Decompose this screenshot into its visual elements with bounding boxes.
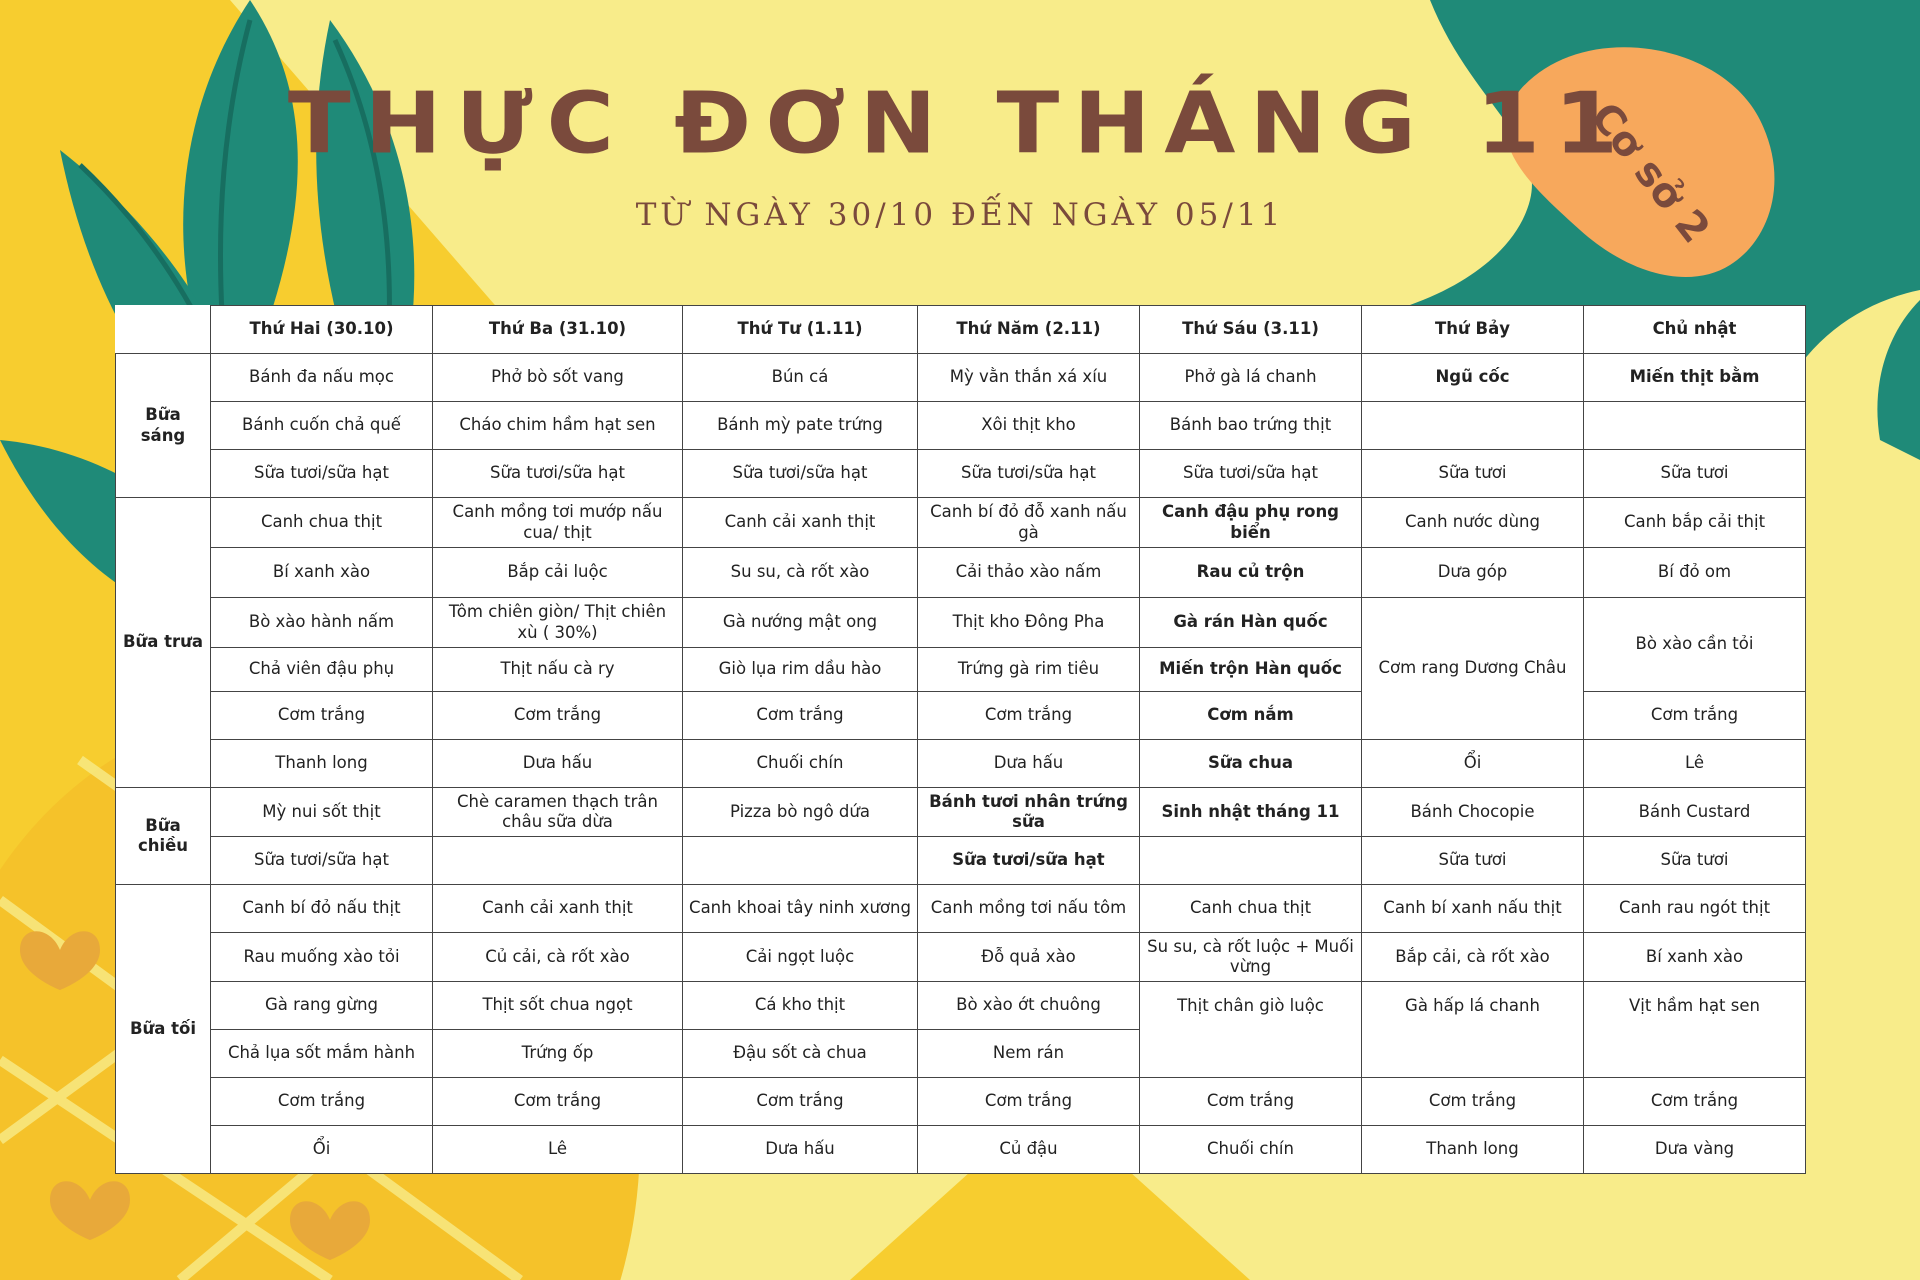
menu-cell: Bánh mỳ pate trứng <box>683 402 918 450</box>
menu-cell: Cơm trắng <box>433 692 683 740</box>
menu-cell: Thịt chân giò luộc <box>1140 982 1362 1078</box>
table-row <box>116 598 1806 648</box>
menu-cell: Miến thịt bằm <box>1584 354 1806 402</box>
menu-cell: Canh khoai tây ninh xương <box>683 885 918 933</box>
menu-cell: Cơm trắng <box>918 1078 1140 1126</box>
menu-cell: Cơm trắng <box>433 1078 683 1126</box>
menu-cell: Canh bắp cải thịt <box>1584 498 1806 548</box>
table-row <box>116 885 1806 933</box>
menu-cell: Cải ngọt luộc <box>683 933 918 982</box>
menu-cell: Cơm trắng <box>211 1078 433 1126</box>
table-row <box>116 1126 1806 1174</box>
menu-cell: Canh chua thịt <box>211 498 433 548</box>
table-row <box>116 740 1806 788</box>
menu-cell: Pizza bò ngô dứa <box>683 788 918 837</box>
menu-cell: Thịt kho Đông Pha <box>918 598 1140 648</box>
meal-label-dinner: Bữa tối <box>116 885 211 1174</box>
menu-cell: Phở gà lá chanh <box>1140 354 1362 402</box>
menu-cell: Thịt nấu cà ry <box>433 648 683 692</box>
menu-cell: Dưa hấu <box>918 740 1140 788</box>
menu-cell: Canh đậu phụ rong biển <box>1140 498 1362 548</box>
menu-cell: Bún cá <box>683 354 918 402</box>
menu-cell: Canh nước dùng <box>1362 498 1584 548</box>
menu-cell: Canh bí xanh nấu thịt <box>1362 885 1584 933</box>
menu-cell <box>1362 402 1584 450</box>
menu-cell <box>1584 402 1806 450</box>
day-header-wed: Thứ Tư (1.11) <box>683 306 918 354</box>
menu-cell: Lê <box>433 1126 683 1174</box>
menu-cell: Cải thảo xào nấm <box>918 548 1140 598</box>
menu-cell: Dưa hấu <box>683 1126 918 1174</box>
date-range-subtitle: TỪ NGÀY 30/10 ĐẾN NGÀY 05/11 <box>635 197 1285 233</box>
menu-cell: Cháo chim hầm hạt sen <box>433 402 683 450</box>
table-row <box>116 450 1806 498</box>
table-row <box>116 354 1806 402</box>
menu-cell: Lê <box>1584 740 1806 788</box>
menu-cell: Dưa hấu <box>433 740 683 788</box>
menu-cell: Gà rán Hàn quốc <box>1140 598 1362 648</box>
menu-cell: Sữa tươi <box>1584 450 1806 498</box>
menu-cell: Chuối chín <box>683 740 918 788</box>
menu-cell: Cơm trắng <box>1584 692 1806 740</box>
menu-cell: Trứng gà rim tiêu <box>918 648 1140 692</box>
menu-cell: Rau củ trộn <box>1140 548 1362 598</box>
menu-cell: Canh bí đỏ nấu thịt <box>211 885 433 933</box>
menu-cell: Sinh nhật tháng 11 <box>1140 788 1362 837</box>
table-row <box>116 402 1806 450</box>
menu-cell: Gà rang gừng <box>211 982 433 1030</box>
table-row <box>116 788 1806 837</box>
day-header-sat: Thứ Bảy <box>1362 306 1584 354</box>
day-header-tue: Thứ Ba (31.10) <box>433 306 683 354</box>
menu-cell: Sữa tươi/sữa hạt <box>683 450 918 498</box>
menu-cell: Ổi <box>211 1126 433 1174</box>
menu-cell: Su su, cà rốt xào <box>683 548 918 598</box>
menu-cell: Sữa tươi/sữa hạt <box>918 837 1140 885</box>
menu-cell: Cơm trắng <box>211 692 433 740</box>
menu-cell: Cơm trắng <box>918 692 1140 740</box>
menu-cell: Sữa tươi/sữa hạt <box>211 450 433 498</box>
menu-cell: Mỳ nui sốt thịt <box>211 788 433 837</box>
menu-cell: Cơm rang Dương Châu <box>1362 598 1584 740</box>
menu-cell: Canh mồng tơi mướp nấu cua/ thịt <box>433 498 683 548</box>
menu-cell: Cơm trắng <box>1584 1078 1806 1126</box>
menu-cell: Gà hấp lá chanh <box>1362 982 1584 1078</box>
menu-cell: Đỗ quả xào <box>918 933 1140 982</box>
menu-cell: Trứng ốp <box>433 1030 683 1078</box>
corner-cell <box>116 306 211 354</box>
table-row <box>116 837 1806 885</box>
table-header-row <box>116 306 1806 354</box>
menu-cell: Sữa tươi/sữa hạt <box>433 450 683 498</box>
menu-cell: Dưa vàng <box>1584 1126 1806 1174</box>
menu-cell: Gà nướng mật ong <box>683 598 918 648</box>
menu-cell: Thanh long <box>1362 1126 1584 1174</box>
menu-cell: Bò xào ớt chuông <box>918 982 1140 1030</box>
menu-cell: Dưa góp <box>1362 548 1584 598</box>
menu-cell: Canh rau ngót thịt <box>1584 885 1806 933</box>
menu-cell: Bánh Custard <box>1584 788 1806 837</box>
menu-cell <box>1140 837 1362 885</box>
menu-cell: Miến trộn Hàn quốc <box>1140 648 1362 692</box>
menu-cell: Củ cải, cà rốt xào <box>433 933 683 982</box>
menu-cell: Bắp cải, cà rốt xào <box>1362 933 1584 982</box>
menu-cell: Bò xào hành nấm <box>211 598 433 648</box>
menu-cell: Cơm trắng <box>683 692 918 740</box>
menu-cell: Phở bò sốt vang <box>433 354 683 402</box>
menu-cell: Thanh long <box>211 740 433 788</box>
menu-cell: Canh bí đỏ đỗ xanh nấu gà <box>918 498 1140 548</box>
menu-cell: Chả viên đậu phụ <box>211 648 433 692</box>
table-row <box>116 548 1806 598</box>
menu-cell: Sữa chua <box>1140 740 1362 788</box>
menu-cell: Sữa tươi <box>1362 450 1584 498</box>
menu-cell: Ổi <box>1362 740 1584 788</box>
menu-cell: Nem rán <box>918 1030 1140 1078</box>
menu-cell: Cơm nắm <box>1140 692 1362 740</box>
menu-cell: Canh mồng tơi nấu tôm <box>918 885 1140 933</box>
menu-cell: Bò xào cần tỏi <box>1584 598 1806 692</box>
menu-cell: Bắp cải luộc <box>433 548 683 598</box>
table-row <box>116 1078 1806 1126</box>
menu-cell: Bánh cuốn chả quế <box>211 402 433 450</box>
menu-cell: Sữa tươi/sữa hạt <box>211 837 433 885</box>
menu-cell: Cơm trắng <box>683 1078 918 1126</box>
menu-cell: Cơm trắng <box>1140 1078 1362 1126</box>
menu-cell: Thịt sốt chua ngọt <box>433 982 683 1030</box>
menu-cell: Canh cải xanh thịt <box>683 498 918 548</box>
menu-cell <box>683 837 918 885</box>
menu-cell: Sữa tươi <box>1584 837 1806 885</box>
menu-cell: Bí xanh xào <box>211 548 433 598</box>
menu-cell: Chả lụa sốt mắm hành <box>211 1030 433 1078</box>
menu-cell: Bánh đa nấu mọc <box>211 354 433 402</box>
menu-cell: Bánh bao trứng thịt <box>1140 402 1362 450</box>
menu-cell: Bánh tươi nhân trứng sữa <box>918 788 1140 837</box>
day-header-fri: Thứ Sáu (3.11) <box>1140 306 1362 354</box>
menu-cell: Củ đậu <box>918 1126 1140 1174</box>
day-header-thu: Thứ Năm (2.11) <box>918 306 1140 354</box>
menu-cell: Bí đỏ om <box>1584 548 1806 598</box>
menu-cell: Cơm trắng <box>1362 1078 1584 1126</box>
menu-cell: Sữa tươi <box>1362 837 1584 885</box>
meal-label-breakfast: Bữa sáng <box>116 354 211 498</box>
menu-cell: Rau muống xào tỏi <box>211 933 433 982</box>
menu-cell: Canh chua thịt <box>1140 885 1362 933</box>
menu-cell: Tôm chiên giòn/ Thịt chiên xù ( 30%) <box>433 598 683 648</box>
menu-cell: Ngũ cốc <box>1362 354 1584 402</box>
day-header-sun: Chủ nhật <box>1584 306 1806 354</box>
menu-cell: Vịt hầm hạt sen <box>1584 982 1806 1078</box>
menu-cell: Su su, cà rốt luộc + Muối vừng <box>1140 933 1362 982</box>
menu-cell: Bánh Chocopie <box>1362 788 1584 837</box>
meal-label-lunch: Bữa trưa <box>116 498 211 788</box>
menu-cell <box>433 837 683 885</box>
table-row <box>116 982 1806 1030</box>
meal-label-afternoon: Bữa chiều <box>116 788 211 885</box>
table-row <box>116 498 1806 548</box>
menu-cell: Giò lụa rim dầu hào <box>683 648 918 692</box>
menu-cell: Sữa tươi/sữa hạt <box>918 450 1140 498</box>
menu-cell: Đậu sốt cà chua <box>683 1030 918 1078</box>
table-row <box>116 933 1806 982</box>
weekly-menu-table <box>115 305 1806 1174</box>
menu-cell: Cá kho thịt <box>683 982 918 1030</box>
menu-cell: Canh cải xanh thịt <box>433 885 683 933</box>
menu-cell: Xôi thịt kho <box>918 402 1140 450</box>
menu-cell: Bí xanh xào <box>1584 933 1806 982</box>
campus-badge: Cơ sở 2 <box>1581 94 1719 252</box>
menu-cell: Mỳ vằn thắn xá xíu <box>918 354 1140 402</box>
menu-cell: Sữa tươi/sữa hạt <box>1140 450 1362 498</box>
day-header-mon: Thứ Hai (30.10) <box>211 306 433 354</box>
page-title: THỰC ĐƠN THÁNG 11 <box>287 74 1633 173</box>
menu-cell: Chuối chín <box>1140 1126 1362 1174</box>
menu-cell: Chè caramen thạch trân châu sữa dừa <box>433 788 683 837</box>
